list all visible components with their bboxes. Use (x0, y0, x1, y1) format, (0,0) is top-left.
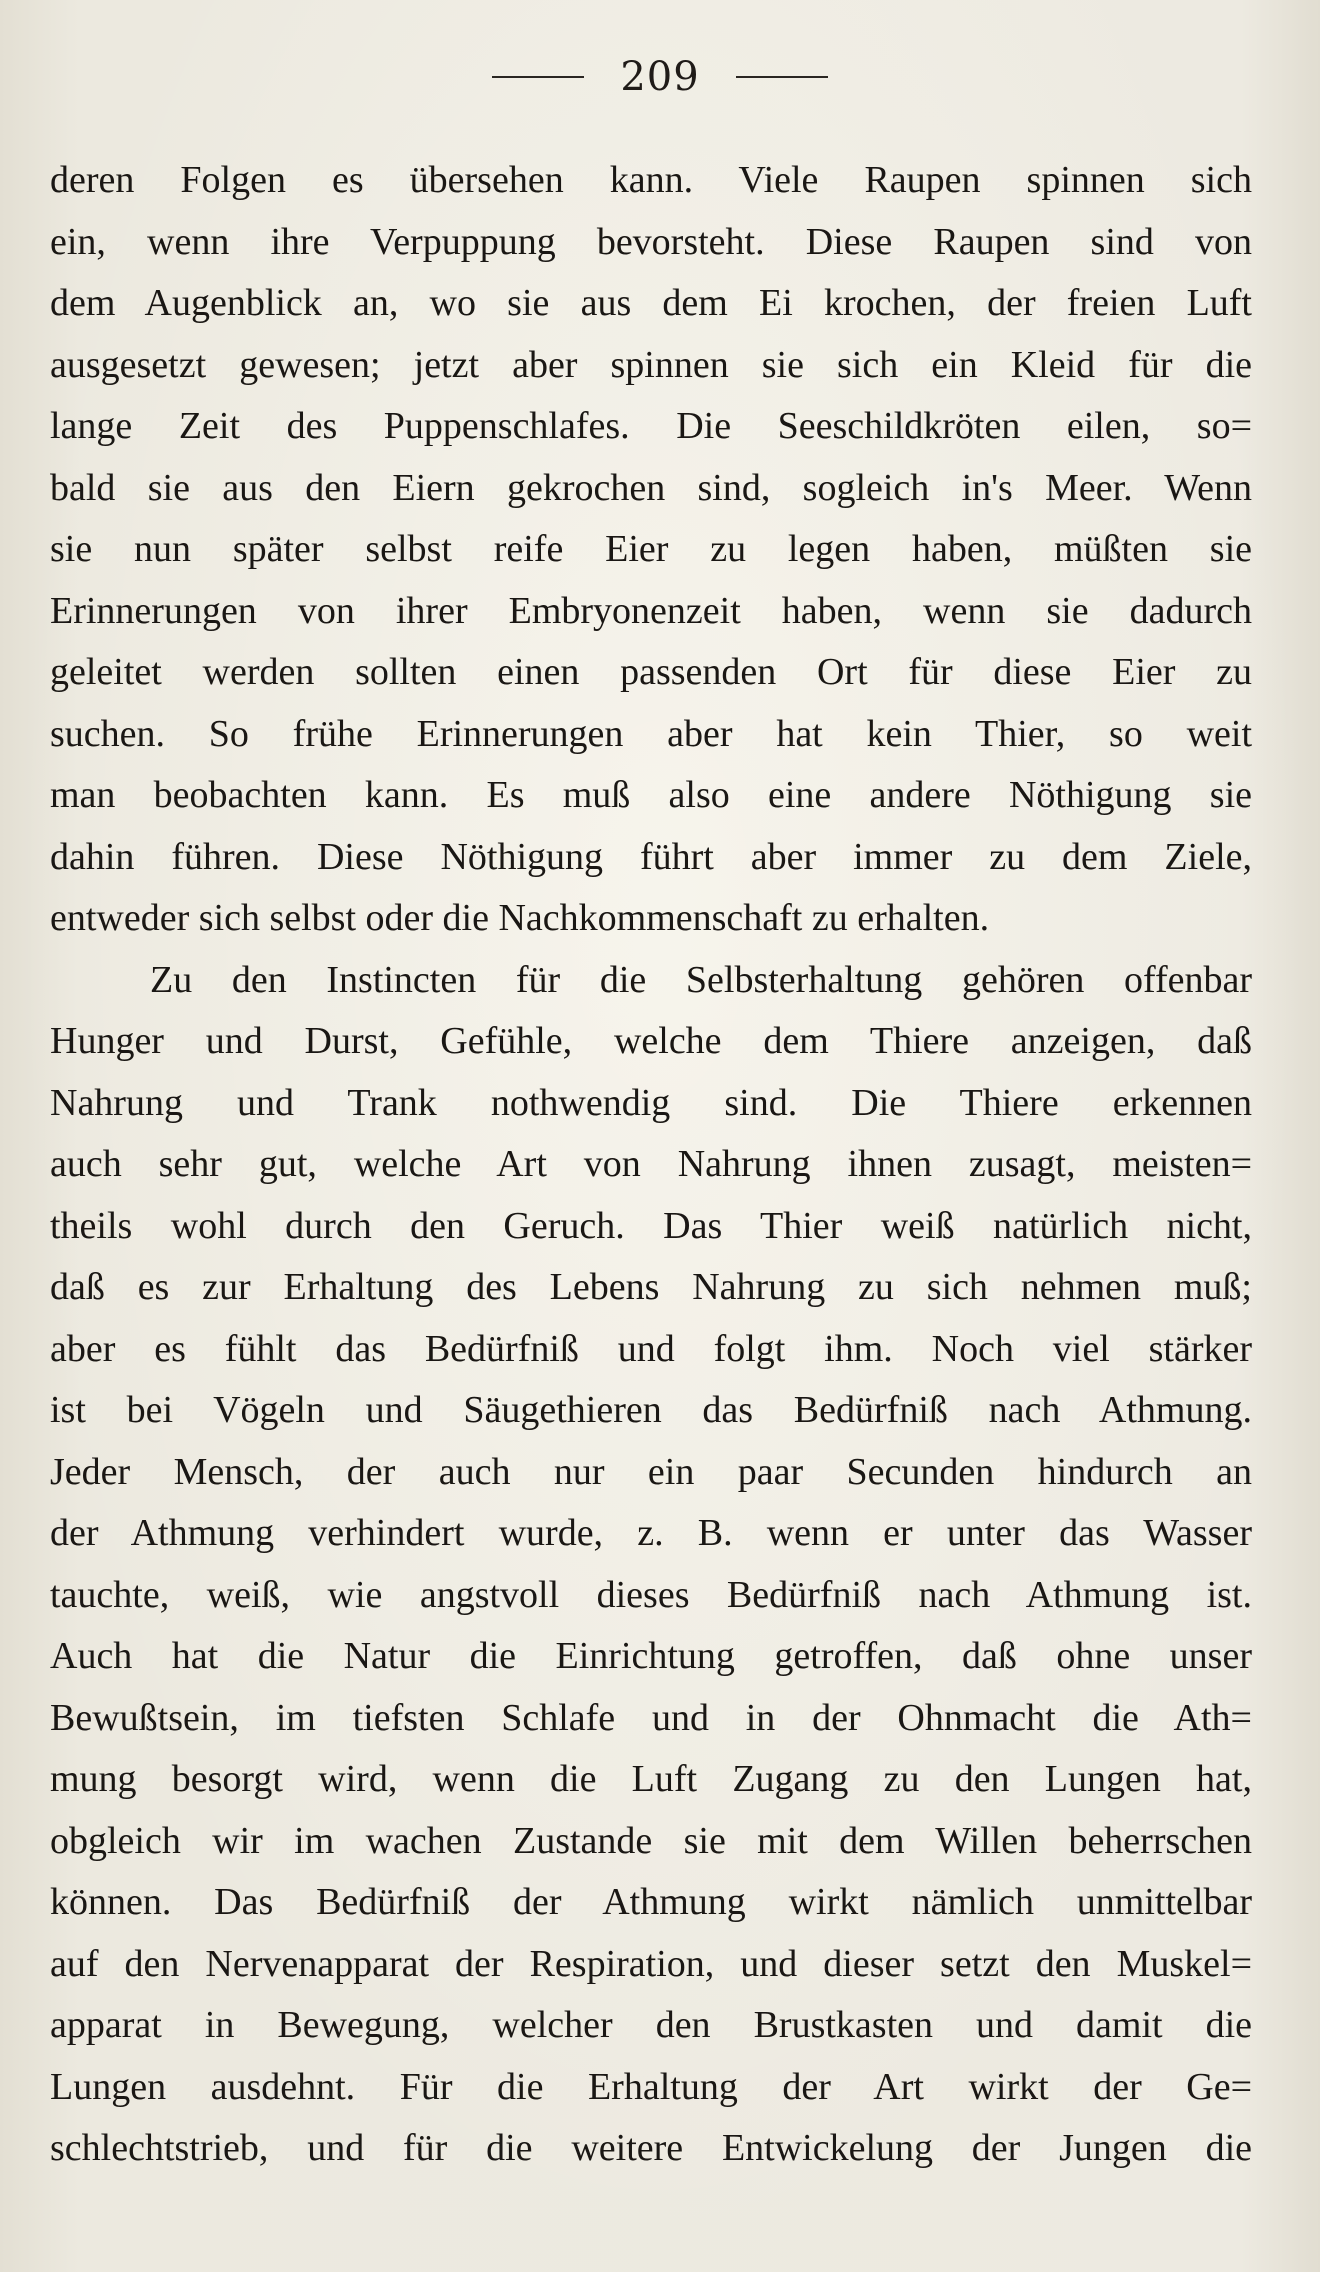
text-line: schlechtstrieb, und für die weitere Entwickelung der Jungen die (50, 2127, 1252, 2169)
page-header (0, 52, 1320, 102)
text-line: ist bei Vögeln und Säugethieren das Bedürfniß nach Athmung. (50, 1389, 1252, 1431)
text-line: der Athmung verhindert wurde, z. B. wenn er unter das Wasser (50, 1512, 1252, 1554)
text-line: geleitet werden sollten einen passenden Ort für diese Eier zu (50, 651, 1252, 693)
text-line: Hunger und Durst, Gefühle, welche dem Thiere anzeigen, daß (50, 1020, 1252, 1062)
header-rule-right (736, 76, 828, 78)
text-line: Erinnerungen von ihrer Embryonenzeit haben, wenn sie dadurch (50, 589, 1252, 632)
text-line: ein, wenn ihre Verpuppung bevorsteht. Diese Raupen sind von (50, 220, 1252, 263)
text-line: mung besorgt wird, wenn die Luft Zugang zu den Lungen hat, (50, 1758, 1252, 1800)
text-line: auf den Nervenapparat der Respiration, und dieser setzt den Muskel= (50, 1942, 1252, 1985)
paragraph-end-line: entweder sich selbst oder die Nachkommenschaft zu erhalten. (50, 897, 990, 939)
text-line: Bewußtsein, im tiefsten Schlafe und in der Ohnmacht die Ath= (50, 1696, 1252, 1739)
text-line: ausgesetzt gewesen; jetzt aber spinnen sie sich ein Kleid für die (50, 343, 1252, 386)
text-line: theils wohl durch den Geruch. Das Thier weiß natürlich nicht, (50, 1204, 1252, 1247)
text-line: Auch hat die Natur die Einrichtung getroffen, daß ohne unser (50, 1635, 1252, 1677)
text-line: daß es zur Erhaltung des Lebens Nahrung zu sich nehmen muß; (50, 1266, 1252, 1308)
text-line: deren Folgen es übersehen kann. Viele Raupen spinnen sich (50, 159, 1252, 201)
page-number: 209 (620, 54, 700, 100)
paragraph-first-line: Zu den Instincten für die Selbsterhaltung gehören offenbar (150, 958, 1252, 1001)
text-line: aber es fühlt das Bedürfniß und folgt ihm. Noch viel stärker (50, 1327, 1252, 1370)
text-line: tauchte, weiß, wie angstvoll dieses Bedürfniß nach Athmung ist. (50, 1573, 1252, 1616)
text-line: Lungen ausdehnt. Für die Erhaltung der Art wirkt der Ge= (50, 2065, 1252, 2108)
text-line: lange Zeit des Puppenschlafes. Die Seeschildkröten eilen, so= (50, 405, 1252, 447)
text-line: Nahrung und Trank nothwendig sind. Die Thiere erkennen (50, 1081, 1252, 1124)
text-line: dem Augenblick an, wo sie aus dem Ei krochen, der freien Luft (50, 282, 1252, 324)
text-line: man beobachten kann. Es muß also eine andere Nöthigung sie (50, 774, 1252, 816)
text-line: suchen. So frühe Erinnerungen aber hat kein Thier, so weit (50, 712, 1252, 755)
text-line: bald sie aus den Eiern gekrochen sind, sogleich in's Meer. Wenn (50, 466, 1252, 509)
text-line: dahin führen. Diese Nöthigung führt aber immer zu dem Ziele, (50, 835, 1252, 878)
header-rule-left (492, 76, 584, 78)
text-line: apparat in Bewegung, welcher den Brustkasten und damit die (50, 2004, 1252, 2046)
text-line: sie nun später selbst reife Eier zu legen haben, müßten sie (50, 528, 1252, 570)
text-line: obgleich wir im wachen Zustande sie mit dem Willen beherrschen (50, 1819, 1252, 1862)
text-line: auch sehr gut, welche Art von Nahrung ihnen zusagt, meisten= (50, 1143, 1252, 1185)
text-line: können. Das Bedürfniß der Athmung wirkt nämlich unmittelbar (50, 1881, 1252, 1923)
text-line: Jeder Mensch, der auch nur ein paar Secunden hindurch an (50, 1450, 1252, 1493)
body-text (50, 150, 1252, 2180)
